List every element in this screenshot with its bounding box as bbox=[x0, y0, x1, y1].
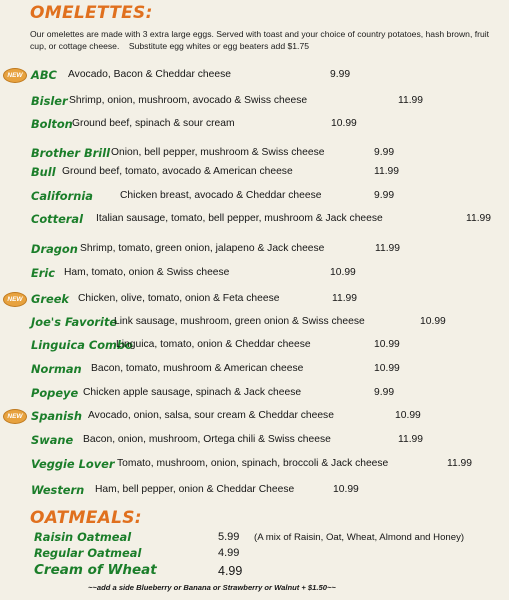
omelette-row bbox=[0, 481, 509, 501]
omelette-name: Swane bbox=[31, 433, 74, 447]
omelette-name: Spanish bbox=[31, 409, 82, 423]
omelette-row bbox=[0, 336, 509, 356]
omelette-row bbox=[0, 144, 509, 164]
omelette-name: Brother Brill bbox=[31, 146, 111, 160]
omelette-row bbox=[0, 92, 509, 112]
new-badge-icon: NEW bbox=[3, 409, 27, 424]
omelette-row bbox=[0, 240, 509, 260]
omelette-row bbox=[0, 66, 509, 86]
omelette-name: Linguica Combo bbox=[31, 338, 133, 352]
omelette-row bbox=[0, 313, 509, 333]
omelette-name: California bbox=[31, 189, 93, 203]
omelettes-intro: Our omelettes are made with 3 extra large eggs. Served with toast and your choice of country potatoes, hash brown, fruit cup, or cottage cheese. Substitute egg whites or egg beaters add $1.75 bbox=[30, 29, 490, 51]
omelette-name: ABC bbox=[31, 68, 57, 82]
omelette-price: 10.99 bbox=[374, 363, 400, 374]
omelette-description: Ham, bell pepper, onion & Cheddar Cheese bbox=[95, 484, 295, 495]
oatmeal-side-note: ~~add a side Blueberry or Banana or Strawberry or Walnut + $1.50~~ bbox=[88, 583, 336, 592]
omelette-description: Avocado, onion, salsa, sour cream & Cheddar cheese bbox=[88, 410, 334, 421]
omelette-description: Italian sausage, tomato, bell pepper, mushroom & Jack cheese bbox=[96, 213, 383, 224]
oatmeal-price-cream-of-wheat: 4.99 bbox=[218, 564, 243, 578]
omelette-price: 10.99 bbox=[374, 339, 400, 350]
omelette-name: Dragon bbox=[31, 242, 78, 256]
omelette-description: Linguica, tomato, onion & Cheddar cheese bbox=[116, 339, 311, 350]
omelette-description: Onion, bell pepper, mushroom & Swiss cheese bbox=[111, 147, 325, 158]
omelette-description: Link sausage, mushroom, green onion & Swiss cheese bbox=[114, 316, 365, 327]
omelette-price: 11.99 bbox=[398, 95, 424, 106]
omelette-description: Chicken, olive, tomato, onion & Feta cheese bbox=[78, 293, 280, 304]
oatmeal-name-regular: Regular Oatmeal bbox=[34, 546, 142, 560]
new-badge-icon: NEW bbox=[3, 292, 27, 307]
omelette-description: Bacon, onion, mushroom, Ortega chili & Swiss cheese bbox=[83, 434, 331, 445]
omelettes-title: OMELETTES: bbox=[30, 3, 153, 23]
omelette-description: Tomato, mushroom, onion, spinach, broccoli & Jack cheese bbox=[117, 458, 389, 469]
omelette-row bbox=[0, 264, 509, 284]
omelette-row bbox=[0, 115, 509, 135]
omelette-row bbox=[0, 210, 509, 230]
omelette-name: Bolton bbox=[31, 117, 73, 131]
omelette-row bbox=[0, 163, 509, 183]
omelette-row bbox=[0, 407, 509, 427]
omelette-description: Ham, tomato, onion & Swiss cheese bbox=[64, 267, 230, 278]
oatmeal-price-regular: 4.99 bbox=[218, 547, 240, 559]
oatmeal-name-cream-of-wheat: Cream of Wheat bbox=[34, 562, 157, 578]
omelette-description: Avocado, Bacon & Cheddar cheese bbox=[68, 69, 231, 80]
oatmeals-title: OATMEALS: bbox=[30, 508, 142, 528]
omelette-description: Ground beef, spinach & sour cream bbox=[72, 118, 235, 129]
omelette-name: Greek bbox=[31, 292, 69, 306]
omelette-row bbox=[0, 431, 509, 451]
oatmeal-desc-raisin: (A mix of Raisin, Oat, Wheat, Almond and Honey) bbox=[254, 532, 465, 543]
omelette-row bbox=[0, 455, 509, 475]
omelette-name: Bisler bbox=[31, 94, 68, 108]
omelette-price: 9.99 bbox=[374, 190, 395, 201]
omelette-name: Norman bbox=[31, 362, 82, 376]
omelette-price: 11.99 bbox=[332, 293, 358, 304]
omelette-description: Bacon, tomato, mushroom & American cheese bbox=[91, 363, 304, 374]
omelette-price: 9.99 bbox=[374, 387, 395, 398]
omelette-price: 9.99 bbox=[330, 69, 351, 80]
oatmeal-name-raisin: Raisin Oatmeal bbox=[34, 530, 132, 544]
omelette-description: Chicken apple sausage, spinach & Jack cheese bbox=[83, 387, 302, 398]
omelette-description: Shrimp, onion, mushroom, avocado & Swiss cheese bbox=[69, 95, 308, 106]
omelette-price: 9.99 bbox=[374, 147, 395, 158]
omelette-price: 10.99 bbox=[420, 316, 446, 327]
omelette-description: Shrimp, tomato, green onion, jalapeno & Jack cheese bbox=[80, 243, 325, 254]
omelette-row bbox=[0, 290, 509, 310]
omelette-price: 11.99 bbox=[398, 434, 424, 445]
omelette-name: Cotteral bbox=[31, 212, 84, 226]
omelette-price: 10.99 bbox=[395, 410, 421, 421]
omelette-name: Eric bbox=[31, 266, 56, 280]
omelette-description: Chicken breast, avocado & Cheddar cheese bbox=[120, 190, 322, 201]
omelette-name: Joe's Favorite bbox=[31, 315, 118, 329]
omelette-row bbox=[0, 187, 509, 207]
omelette-price: 11.99 bbox=[466, 213, 492, 224]
omelette-price: 11.99 bbox=[375, 243, 401, 254]
new-badge-icon: NEW bbox=[3, 68, 27, 83]
omelette-price: 10.99 bbox=[331, 118, 357, 129]
omelette-name: Popeye bbox=[31, 386, 79, 400]
omelette-name: Bull bbox=[31, 165, 56, 179]
omelette-name: Veggie Lover bbox=[31, 457, 115, 471]
omelette-price: 11.99 bbox=[374, 166, 400, 177]
omelette-price: 10.99 bbox=[333, 484, 359, 495]
omelette-price: 11.99 bbox=[447, 458, 473, 469]
omelette-row bbox=[0, 360, 509, 380]
oatmeal-price-raisin: 5.99 bbox=[218, 531, 240, 543]
omelette-description: Ground beef, tomato, avocado & American cheese bbox=[62, 166, 293, 177]
omelette-row bbox=[0, 384, 509, 404]
omelette-name: Western bbox=[31, 483, 85, 497]
omelette-price: 10.99 bbox=[330, 267, 356, 278]
